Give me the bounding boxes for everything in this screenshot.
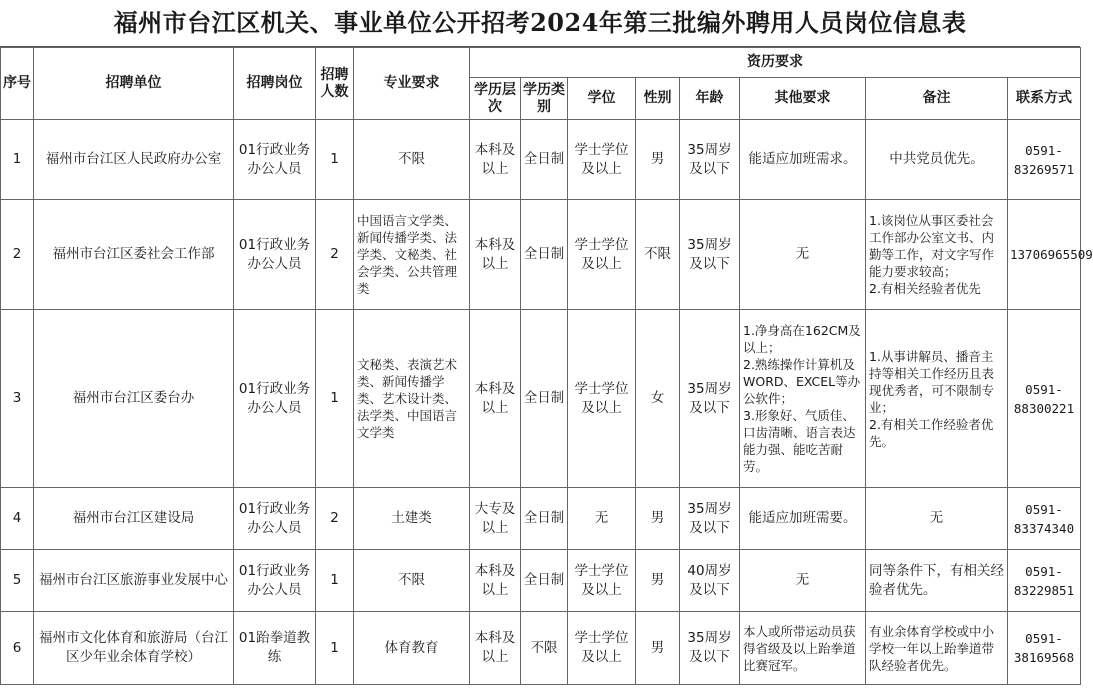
header-other: 其他要求 <box>740 78 866 120</box>
cell-gender: 男 <box>636 550 680 612</box>
cell-other: 能适应加班需求。 <box>740 120 866 200</box>
cell-count: 2 <box>316 488 354 550</box>
header-unit: 招聘单位 <box>34 48 234 120</box>
cell-count: 1 <box>316 612 354 685</box>
cell-remark: 有业余体育学校或中小学校一年以上跆拳道带队经验者优先。 <box>866 612 1008 685</box>
cell-remark: 无 <box>866 488 1008 550</box>
cell-count: 2 <box>316 200 354 310</box>
cell-edu-level: 本科及以上 <box>470 310 521 488</box>
cell-unit: 福州市台江区旅游事业发展中心 <box>34 550 234 612</box>
header-qualification: 资历要求 <box>470 48 1081 78</box>
cell-gender: 男 <box>636 612 680 685</box>
cell-edu-type: 全日制 <box>521 550 568 612</box>
cell-unit: 福州市台江区建设局 <box>34 488 234 550</box>
cell-other: 1.净身高在162CM及以上； 2.熟练操作计算机及WORD、EXCEL等办公软件； 3.形象好、气质佳、口齿清晰、语言表达能力强、能吃苦耐劳。 <box>740 310 866 488</box>
cell-seq: 3 <box>1 310 34 488</box>
header-age: 年龄 <box>680 78 740 120</box>
cell-contact: 0591-83269571 <box>1008 120 1081 200</box>
cell-position: 01行政业务办公人员 <box>234 550 316 612</box>
cell-edu-level: 本科及以上 <box>470 550 521 612</box>
cell-degree: 学士学位及以上 <box>568 550 636 612</box>
cell-degree: 学士学位及以上 <box>568 310 636 488</box>
cell-remark: 1.从事讲解员、播音主持等相关工作经历且表现优秀者，可不限制专业； 2.有相关工作经验者优先。 <box>866 310 1008 488</box>
cell-unit: 福州市台江区人民政府办公室 <box>34 120 234 200</box>
cell-edu-type: 不限 <box>521 612 568 685</box>
header-position: 招聘岗位 <box>234 48 316 120</box>
cell-degree: 学士学位及以上 <box>568 120 636 200</box>
cell-major: 文秘类、表演艺术类、新闻传播学类、艺术设计类、法学类、中国语言文学类 <box>354 310 470 488</box>
header-major: 专业要求 <box>354 48 470 120</box>
cell-other: 无 <box>740 200 866 310</box>
cell-seq: 2 <box>1 200 34 310</box>
header-seq: 序号 <box>1 48 34 120</box>
cell-position: 01行政业务办公人员 <box>234 120 316 200</box>
header-edu-type: 学历类别 <box>521 78 568 120</box>
page-title: 福州市台江区机关、事业单位公开招考2024年第三批编外聘用人员岗位信息表 <box>0 0 1080 47</box>
cell-count: 1 <box>316 550 354 612</box>
cell-major: 不限 <box>354 550 470 612</box>
cell-seq: 6 <box>1 612 34 685</box>
cell-remark: 中共党员优先。 <box>866 120 1008 200</box>
cell-contact: 0591-83374340 <box>1008 488 1081 550</box>
header-count: 招聘人数 <box>316 48 354 120</box>
cell-unit: 福州市台江区委台办 <box>34 310 234 488</box>
cell-edu-level: 本科及以上 <box>470 200 521 310</box>
table-row <box>1 488 1081 550</box>
cell-contact: 0591-83229851 <box>1008 550 1081 612</box>
cell-seq: 1 <box>1 120 34 200</box>
cell-remark: 1.该岗位从事区委社会工作部办公室文书、内勤等工作，对文字写作能力要求较高； 2.有相关经验者优先 <box>866 200 1008 310</box>
cell-age: 40周岁及以下 <box>680 550 740 612</box>
header-contact: 联系方式 <box>1008 78 1081 120</box>
cell-edu-level: 本科及以上 <box>470 120 521 200</box>
cell-gender: 男 <box>636 120 680 200</box>
cell-degree: 学士学位及以上 <box>568 200 636 310</box>
cell-unit: 福州市台江区委社会工作部 <box>34 200 234 310</box>
cell-degree: 无 <box>568 488 636 550</box>
cell-major: 中国语言文学类、新闻传播学类、法学类、文秘类、社会学类、公共管理类 <box>354 200 470 310</box>
cell-age: 35周岁及以下 <box>680 120 740 200</box>
cell-position: 01行政业务办公人员 <box>234 488 316 550</box>
cell-edu-level: 本科及以上 <box>470 612 521 685</box>
cell-major: 土建类 <box>354 488 470 550</box>
header-remark: 备注 <box>866 78 1008 120</box>
header-edu-level: 学历层次 <box>470 78 521 120</box>
cell-gender: 不限 <box>636 200 680 310</box>
cell-seq: 5 <box>1 550 34 612</box>
table-row <box>1 550 1081 612</box>
cell-age: 35周岁及以下 <box>680 612 740 685</box>
cell-remark: 同等条件下，有相关经验者优先。 <box>866 550 1008 612</box>
table-row <box>1 200 1081 310</box>
cell-position: 01行政业务办公人员 <box>234 310 316 488</box>
cell-edu-level: 大专及以上 <box>470 488 521 550</box>
cell-contact: 13706965509 <box>1008 200 1081 310</box>
cell-other: 能适应加班需要。 <box>740 488 866 550</box>
cell-age: 35周岁及以下 <box>680 310 740 488</box>
cell-position: 01跆拳道教练 <box>234 612 316 685</box>
cell-gender: 女 <box>636 310 680 488</box>
cell-unit: 福州市文化体育和旅游局（台江区少年业余体育学校） <box>34 612 234 685</box>
table-row <box>1 120 1081 200</box>
cell-edu-type: 全日制 <box>521 310 568 488</box>
cell-edu-type: 全日制 <box>521 488 568 550</box>
cell-count: 1 <box>316 310 354 488</box>
cell-major: 不限 <box>354 120 470 200</box>
cell-major: 体育教育 <box>354 612 470 685</box>
cell-edu-type: 全日制 <box>521 120 568 200</box>
table-row <box>1 310 1081 488</box>
header-gender: 性别 <box>636 78 680 120</box>
header-row-1 <box>1 48 1081 78</box>
cell-gender: 男 <box>636 488 680 550</box>
cell-count: 1 <box>316 120 354 200</box>
positions-table <box>0 47 1093 685</box>
header-degree: 学位 <box>568 78 636 120</box>
cell-contact: 0591-88300221 <box>1008 310 1081 488</box>
cell-seq: 4 <box>1 488 34 550</box>
cell-contact: 0591-38169568 <box>1008 612 1081 685</box>
cell-other: 本人或所带运动员获得省级及以上跆拳道比赛冠军。 <box>740 612 866 685</box>
cell-degree: 学士学位及以上 <box>568 612 636 685</box>
cell-edu-type: 全日制 <box>521 200 568 310</box>
table-row <box>1 612 1081 685</box>
cell-other: 无 <box>740 550 866 612</box>
cell-position: 01行政业务办公人员 <box>234 200 316 310</box>
cell-age: 35周岁及以下 <box>680 200 740 310</box>
cell-age: 35周岁及以下 <box>680 488 740 550</box>
